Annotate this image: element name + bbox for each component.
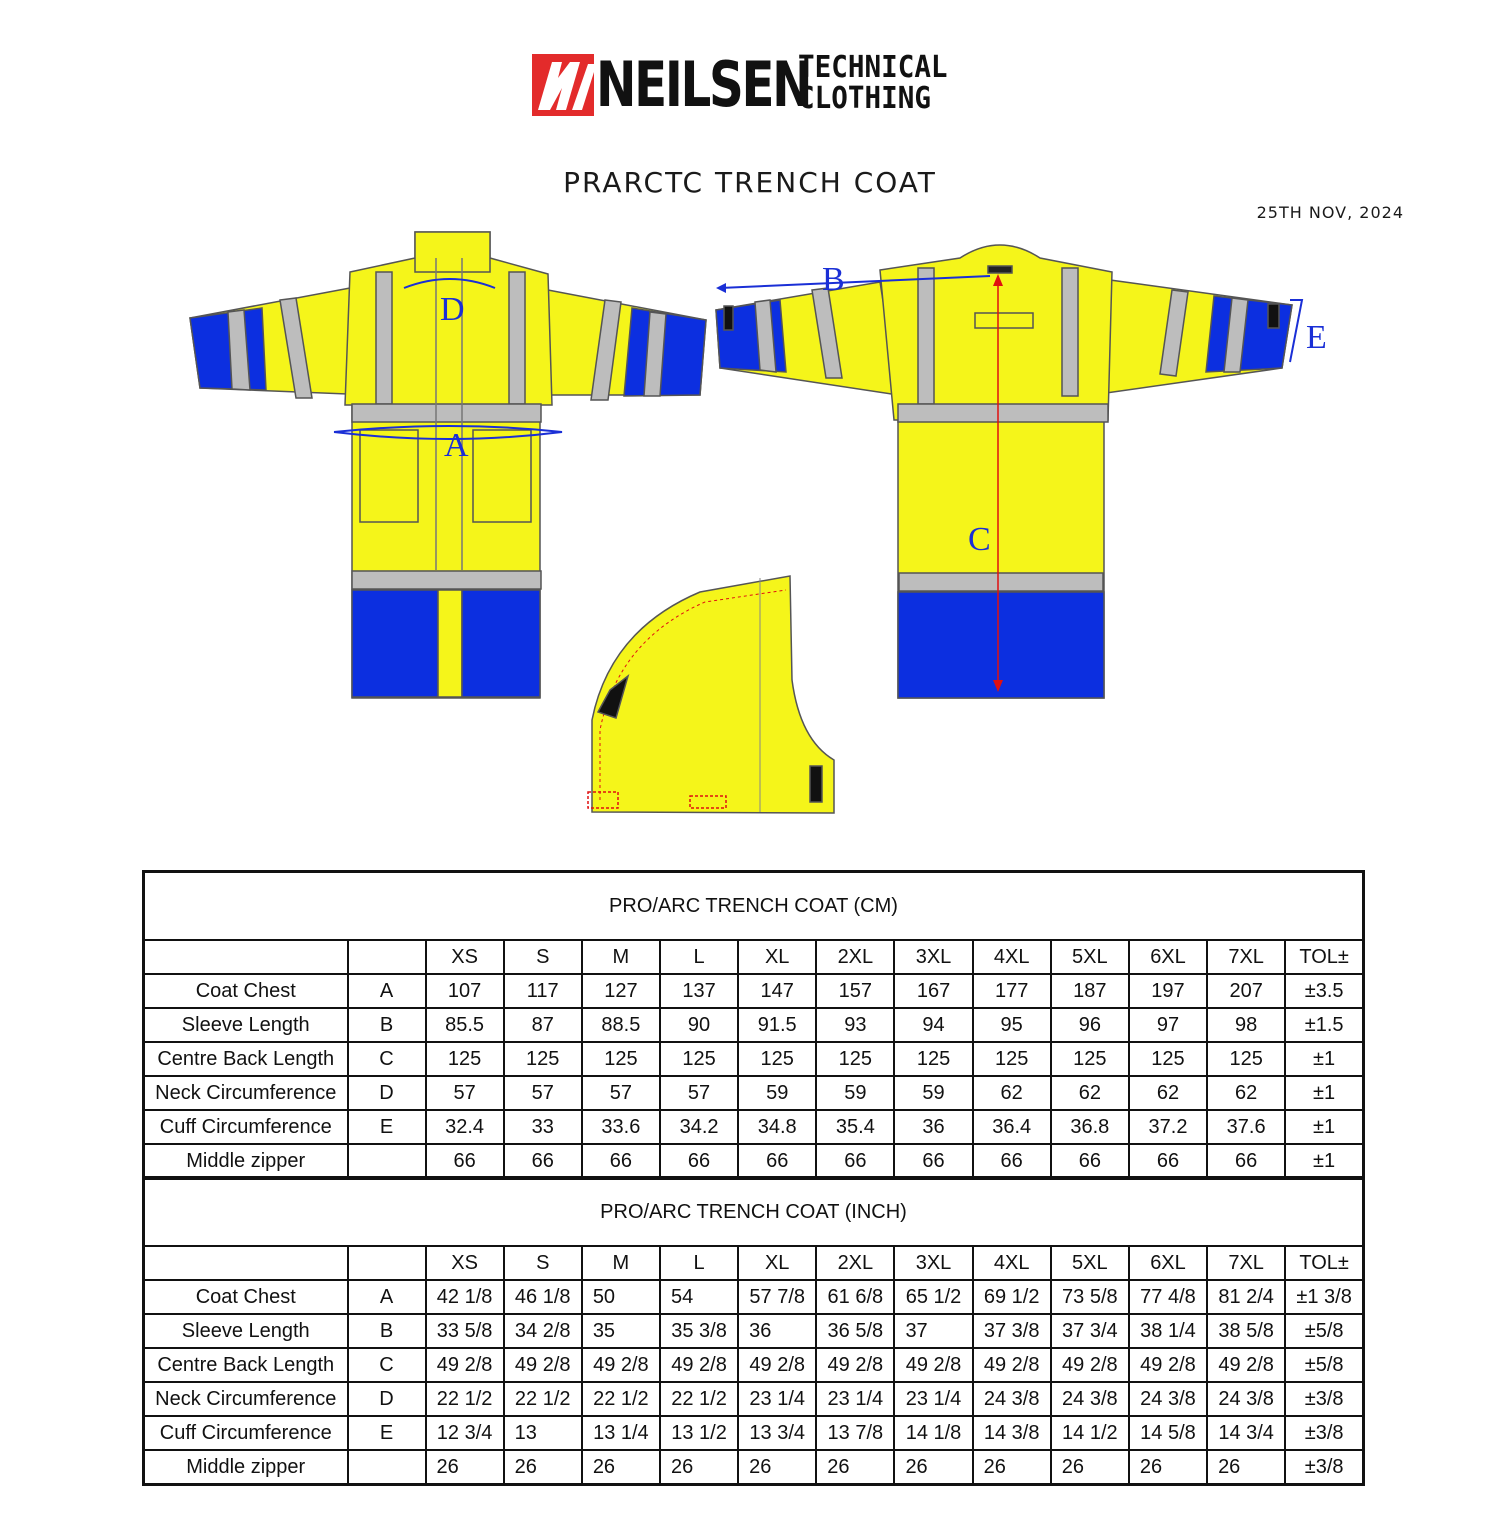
measurement-value: 14 5/8	[1129, 1416, 1207, 1450]
measurement-value: 66	[973, 1144, 1051, 1179]
measurement-name: Neck Circumference	[144, 1076, 348, 1110]
size-header: 3XL	[894, 1246, 972, 1280]
measurement-value: 33.6	[582, 1110, 660, 1144]
measure-label-a: A	[444, 427, 469, 464]
size-header: 5XL	[1051, 940, 1129, 974]
measurement-value: 37.6	[1207, 1110, 1285, 1144]
measurement-value: 66	[1129, 1144, 1207, 1179]
size-table-inch	[142, 1176, 1365, 1486]
size-header: XS	[426, 940, 504, 974]
measurement-value: 13 1/4	[582, 1416, 660, 1450]
measurement-row	[144, 1110, 1364, 1144]
size-header: 3XL	[894, 940, 972, 974]
measurement-tolerance: ±5/8	[1285, 1314, 1363, 1348]
measurement-value: 66	[894, 1144, 972, 1179]
table-header-row	[144, 1246, 1364, 1280]
measurement-value: 157	[816, 974, 894, 1008]
measurement-value: 96	[1051, 1008, 1129, 1042]
measurement-value: 22 1/2	[660, 1382, 738, 1416]
measurement-name: Cuff Circumference	[144, 1110, 348, 1144]
measurement-value: 14 3/8	[973, 1416, 1051, 1450]
measurement-value: 54	[660, 1280, 738, 1314]
measurement-tolerance: ±1.5	[1285, 1008, 1363, 1042]
measurement-tolerance: ±3/8	[1285, 1416, 1363, 1450]
tolerance-header: TOL±	[1285, 1246, 1363, 1280]
measurement-code: C	[348, 1348, 426, 1382]
size-header: M	[582, 940, 660, 974]
measurement-name: Coat Chest	[144, 1280, 348, 1314]
measurement-value: 125	[660, 1042, 738, 1076]
measurement-value: 26	[816, 1450, 894, 1485]
measurement-code: C	[348, 1042, 426, 1076]
garment-technical-drawings	[0, 220, 1500, 830]
measurement-row	[144, 1076, 1364, 1110]
size-header: XL	[738, 940, 816, 974]
size-header: S	[504, 1246, 582, 1280]
size-table-cm	[142, 870, 1365, 1180]
size-header: S	[504, 940, 582, 974]
measurement-value: 36	[738, 1314, 816, 1348]
measurement-value: 32.4	[426, 1110, 504, 1144]
measurement-value: 49 2/8	[582, 1348, 660, 1382]
measurement-code: B	[348, 1314, 426, 1348]
measurement-value: 34 2/8	[504, 1314, 582, 1348]
measurement-row	[144, 1450, 1364, 1485]
measurement-value: 24 3/8	[1051, 1382, 1129, 1416]
measurement-value: 66	[426, 1144, 504, 1179]
measurement-value: 22 1/2	[426, 1382, 504, 1416]
measurement-value: 90	[660, 1008, 738, 1042]
document-date: 25TH NOV, 2024	[1256, 203, 1404, 222]
measurement-value: 35	[582, 1314, 660, 1348]
measurement-value: 26	[660, 1450, 738, 1485]
measurement-value: 107	[426, 974, 504, 1008]
measurement-value: 57	[582, 1076, 660, 1110]
size-header: 5XL	[1051, 1246, 1129, 1280]
table-header-row	[144, 940, 1364, 974]
measurement-value: 66	[738, 1144, 816, 1179]
measurement-value: 207	[1207, 974, 1285, 1008]
measurement-value: 69 1/2	[973, 1280, 1051, 1314]
measurement-value: 66	[582, 1144, 660, 1179]
size-header: 7XL	[1207, 1246, 1285, 1280]
measurement-value: 24 3/8	[973, 1382, 1051, 1416]
measurement-row	[144, 1280, 1364, 1314]
back-view-drawing	[716, 245, 1292, 698]
measurement-row	[144, 1348, 1364, 1382]
measurement-value: 49 2/8	[894, 1348, 972, 1382]
measurement-tolerance: ±1	[1285, 1042, 1363, 1076]
measurement-value: 66	[504, 1144, 582, 1179]
measurement-name: Middle zipper	[144, 1144, 348, 1179]
measurement-value: 59	[816, 1076, 894, 1110]
measurement-value: 38 1/4	[1129, 1314, 1207, 1348]
measurement-value: 33	[504, 1110, 582, 1144]
measurement-value: 125	[973, 1042, 1051, 1076]
measurement-value: 73 5/8	[1051, 1280, 1129, 1314]
measurement-value: 33 5/8	[426, 1314, 504, 1348]
measurement-row	[144, 1042, 1364, 1076]
measurement-value: 187	[1051, 974, 1129, 1008]
measurement-code: E	[348, 1416, 426, 1450]
measurement-value: 37 3/4	[1051, 1314, 1129, 1348]
measurement-value: 77 4/8	[1129, 1280, 1207, 1314]
measurement-value: 125	[1207, 1042, 1285, 1076]
measurement-value: 127	[582, 974, 660, 1008]
neilsen-logo-icon	[532, 54, 594, 116]
measurement-value: 81 2/4	[1207, 1280, 1285, 1314]
measurement-value: 49 2/8	[816, 1348, 894, 1382]
measurement-code	[348, 1144, 426, 1179]
measurement-value: 36.4	[973, 1110, 1051, 1144]
measurement-value: 14 3/4	[1207, 1416, 1285, 1450]
size-header: M	[582, 1246, 660, 1280]
measurement-value: 37.2	[1129, 1110, 1207, 1144]
measurement-value: 137	[660, 974, 738, 1008]
measurement-value: 46 1/8	[504, 1280, 582, 1314]
measurement-value: 37 3/8	[973, 1314, 1051, 1348]
measurement-value: 177	[973, 974, 1051, 1008]
measurement-value: 57	[504, 1076, 582, 1110]
measurement-row	[144, 1382, 1364, 1416]
measurement-value: 87	[504, 1008, 582, 1042]
measurement-value: 22 1/2	[504, 1382, 582, 1416]
measurement-code: A	[348, 1280, 426, 1314]
measure-label-c: C	[968, 521, 991, 558]
table-title: PRO/ARC TRENCH COAT (INCH)	[144, 1178, 1364, 1247]
measurement-value: 26	[582, 1450, 660, 1485]
size-header: 2XL	[816, 1246, 894, 1280]
measurement-name: Centre Back Length	[144, 1348, 348, 1382]
measurement-value: 167	[894, 974, 972, 1008]
measurement-value: 66	[816, 1144, 894, 1179]
measurement-value: 36 5/8	[816, 1314, 894, 1348]
measurement-name: Middle zipper	[144, 1450, 348, 1485]
size-header: 4XL	[973, 940, 1051, 974]
measurement-value: 26	[426, 1450, 504, 1485]
measurement-code: A	[348, 974, 426, 1008]
tolerance-header: TOL±	[1285, 940, 1363, 974]
measurement-value: 23 1/4	[738, 1382, 816, 1416]
measurement-value: 26	[504, 1450, 582, 1485]
measurement-tolerance: ±1 3/8	[1285, 1280, 1363, 1314]
measurement-value: 13 1/2	[660, 1416, 738, 1450]
table-title: PRO/ARC TRENCH COAT (CM)	[144, 872, 1364, 941]
measurement-value: 125	[816, 1042, 894, 1076]
measurement-value: 35 3/8	[660, 1314, 738, 1348]
measurement-value: 125	[1051, 1042, 1129, 1076]
measurement-value: 26	[973, 1450, 1051, 1485]
measurement-tolerance: ±3/8	[1285, 1450, 1363, 1485]
measurement-value: 34.8	[738, 1110, 816, 1144]
measurement-value: 66	[1207, 1144, 1285, 1179]
measurement-value: 14 1/2	[1051, 1416, 1129, 1450]
measurement-value: 66	[1051, 1144, 1129, 1179]
measurement-name: Centre Back Length	[144, 1042, 348, 1076]
measurement-value: 34.2	[660, 1110, 738, 1144]
measurement-value: 36.8	[1051, 1110, 1129, 1144]
measurement-value: 49 2/8	[1051, 1348, 1129, 1382]
measurement-tolerance: ±1	[1285, 1076, 1363, 1110]
measurement-value: 59	[738, 1076, 816, 1110]
measure-label-b: B	[822, 261, 845, 298]
measurement-name: Sleeve Length	[144, 1008, 348, 1042]
measurement-value: 26	[738, 1450, 816, 1485]
measurement-value: 49 2/8	[1129, 1348, 1207, 1382]
measurement-row	[144, 1416, 1364, 1450]
measurement-value: 85.5	[426, 1008, 504, 1042]
measurement-value: 95	[973, 1008, 1051, 1042]
measurement-row	[144, 1008, 1364, 1042]
measurement-code: D	[348, 1382, 426, 1416]
measurement-tolerance: ±1	[1285, 1110, 1363, 1144]
brand-tagline	[798, 52, 948, 114]
measurement-value: 24 3/8	[1129, 1382, 1207, 1416]
brand-line-2: CLOTHING	[798, 81, 931, 116]
measurement-value: 49 2/8	[504, 1348, 582, 1382]
measurement-value: 26	[1207, 1450, 1285, 1485]
size-header: 2XL	[816, 940, 894, 974]
measurement-value: 61 6/8	[816, 1280, 894, 1314]
measurement-value: 12 3/4	[426, 1416, 504, 1450]
measurement-value: 93	[816, 1008, 894, 1042]
measurement-value: 23 1/4	[894, 1382, 972, 1416]
measurement-value: 66	[660, 1144, 738, 1179]
brand-line-1: TECHNICAL	[798, 50, 948, 85]
measurement-value: 35.4	[816, 1110, 894, 1144]
measurement-value: 24 3/8	[1207, 1382, 1285, 1416]
measurement-code: D	[348, 1076, 426, 1110]
measurement-value: 125	[738, 1042, 816, 1076]
size-header: XS	[426, 1246, 504, 1280]
measurement-value: 91.5	[738, 1008, 816, 1042]
measure-label-d: D	[440, 291, 465, 328]
measurement-tolerance: ±3.5	[1285, 974, 1363, 1008]
measurement-value: 50	[582, 1280, 660, 1314]
measurement-row	[144, 1314, 1364, 1348]
measurement-value: 49 2/8	[426, 1348, 504, 1382]
measurement-value: 36	[894, 1110, 972, 1144]
size-header: 6XL	[1129, 1246, 1207, 1280]
measurement-value: 125	[504, 1042, 582, 1076]
measurement-tolerance: ±5/8	[1285, 1348, 1363, 1382]
measurement-value: 13 3/4	[738, 1416, 816, 1450]
measurement-tolerance: ±3/8	[1285, 1382, 1363, 1416]
measurement-value: 65 1/2	[894, 1280, 972, 1314]
measurement-value: 88.5	[582, 1008, 660, 1042]
measurement-code: E	[348, 1110, 426, 1144]
measurement-value: 57	[660, 1076, 738, 1110]
measurement-value: 22 1/2	[582, 1382, 660, 1416]
measurement-value: 26	[1051, 1450, 1129, 1485]
measurement-value: 117	[504, 974, 582, 1008]
measurement-value: 94	[894, 1008, 972, 1042]
measurement-value: 38 5/8	[1207, 1314, 1285, 1348]
size-header: L	[660, 940, 738, 974]
measurement-value: 37	[894, 1314, 972, 1348]
size-header: 6XL	[1129, 940, 1207, 974]
measurement-tolerance: ±1	[1285, 1144, 1363, 1179]
size-header: XL	[738, 1246, 816, 1280]
document-title: PRARCTC TRENCH COAT	[563, 166, 937, 199]
measurement-value: 13 7/8	[816, 1416, 894, 1450]
measurement-value: 49 2/8	[738, 1348, 816, 1382]
measurement-code	[348, 1450, 426, 1485]
measurement-value: 23 1/4	[816, 1382, 894, 1416]
measurement-value: 57 7/8	[738, 1280, 816, 1314]
measurement-value: 147	[738, 974, 816, 1008]
measurement-value: 49 2/8	[660, 1348, 738, 1382]
measurement-value: 42 1/8	[426, 1280, 504, 1314]
measurement-name: Neck Circumference	[144, 1382, 348, 1416]
measurement-value: 59	[894, 1076, 972, 1110]
measurement-name: Coat Chest	[144, 974, 348, 1008]
measurement-value: 49 2/8	[973, 1348, 1051, 1382]
size-header: 7XL	[1207, 940, 1285, 974]
measurement-value: 13	[504, 1416, 582, 1450]
brand-logo	[532, 48, 972, 121]
hood-drawing	[588, 576, 834, 813]
measurement-value: 62	[1051, 1076, 1129, 1110]
measurement-value: 26	[894, 1450, 972, 1485]
measurement-value: 26	[1129, 1450, 1207, 1485]
measurement-name: Cuff Circumference	[144, 1416, 348, 1450]
measurement-value: 62	[1207, 1076, 1285, 1110]
measurement-code: B	[348, 1008, 426, 1042]
measurement-value: 97	[1129, 1008, 1207, 1042]
brand-name: NEILSEN	[596, 48, 811, 121]
measurement-value: 197	[1129, 974, 1207, 1008]
measurement-value: 57	[426, 1076, 504, 1110]
measurement-value: 62	[1129, 1076, 1207, 1110]
measurement-row	[144, 974, 1364, 1008]
measurement-value: 14 1/8	[894, 1416, 972, 1450]
size-header: 4XL	[973, 1246, 1051, 1280]
measurement-value: 98	[1207, 1008, 1285, 1042]
measurement-row	[144, 1144, 1364, 1179]
measurement-value: 125	[582, 1042, 660, 1076]
measurement-value: 125	[426, 1042, 504, 1076]
size-header: L	[660, 1246, 738, 1280]
measurement-value: 62	[973, 1076, 1051, 1110]
measurement-name: Sleeve Length	[144, 1314, 348, 1348]
measurement-value: 125	[894, 1042, 972, 1076]
measurement-value: 125	[1129, 1042, 1207, 1076]
measure-label-e: E	[1306, 319, 1327, 356]
measurement-value: 49 2/8	[1207, 1348, 1285, 1382]
